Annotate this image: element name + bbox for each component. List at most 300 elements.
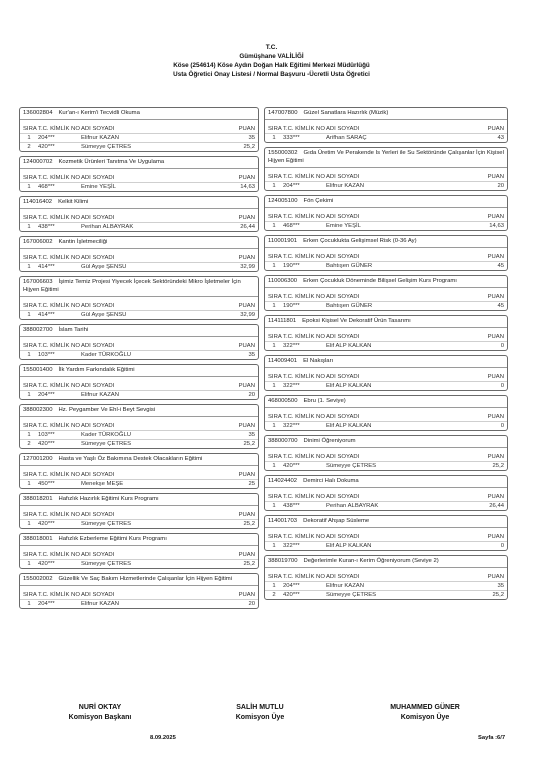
course-code: 388000700 <box>268 438 298 444</box>
row-tc: 420*** <box>38 521 55 527</box>
course-title <box>265 196 507 208</box>
row-sira: 1 <box>27 184 31 190</box>
footer-page: Sayfa :6/7 <box>478 735 506 741</box>
row-puan: 25,2 <box>243 144 255 150</box>
column-header: SIRA <box>23 175 37 181</box>
course-box <box>264 315 508 351</box>
course-box <box>264 355 508 391</box>
column-header: T.C. KİMLİK NO <box>283 374 325 380</box>
row-sira: 1 <box>27 432 31 438</box>
row-sira: 1 <box>272 223 276 229</box>
column-header-row <box>20 214 258 222</box>
course-box <box>264 555 508 600</box>
column-header: SIRA <box>23 512 37 518</box>
column-header: T.C. KİMLİK NO <box>283 126 325 132</box>
row-puan: 45 <box>497 303 504 309</box>
header-tc: T.C. <box>265 44 278 51</box>
table-row <box>265 461 507 470</box>
row-name: Sümeyye ÇETRES <box>326 592 377 598</box>
row-tc: 204*** <box>38 601 55 607</box>
row-sira: 1 <box>272 463 276 469</box>
course-name: Hafızlık Hazırlık Eğitimi Kurs Programı <box>58 496 159 502</box>
row-name: Elif ALP KALKAN <box>326 343 372 349</box>
column-header: PUAN <box>238 383 255 389</box>
row-puan: 14,63 <box>489 223 504 229</box>
column-header: SIRA <box>268 454 282 460</box>
column-header: T.C. KİMLİK NO <box>38 552 80 558</box>
course-name: El Nakışları <box>303 358 334 364</box>
course-box <box>19 493 259 529</box>
table-row <box>20 133 258 142</box>
row-sira: 1 <box>272 583 276 589</box>
column-header: ADI SOYADI <box>326 334 360 340</box>
column-header: ADI SOYADI <box>326 454 360 460</box>
column-header: ADI SOYADI <box>326 254 360 260</box>
column-header-row <box>20 511 258 519</box>
row-puan: 20 <box>248 601 255 607</box>
course-code: 124005100 <box>268 198 298 204</box>
row-puan: 14,63 <box>240 184 255 190</box>
course-box <box>19 573 259 609</box>
course-name: Kantin İşletmeciliği <box>58 239 108 245</box>
course-box <box>264 395 508 431</box>
row-tc: 190*** <box>283 263 300 269</box>
course-code: 155000302 <box>268 150 298 156</box>
course-name: Hafızlık Ezberleme Eğitimi Kurs Programı <box>58 536 167 542</box>
signature-member-1 <box>190 703 330 723</box>
row-tc: 438*** <box>38 224 55 230</box>
signature-name: MUHAMMED GÜNER <box>390 704 460 711</box>
course-title <box>265 108 507 120</box>
row-sira: 2 <box>272 592 276 598</box>
row-tc: 333*** <box>283 135 300 141</box>
column-header: PUAN <box>487 534 504 540</box>
column-header: PUAN <box>238 512 255 518</box>
column-header: ADI SOYADI <box>81 552 115 558</box>
row-name: Kader TÜRKOĞLU <box>81 432 131 438</box>
column-header: SIRA <box>268 174 282 180</box>
course-title <box>20 237 258 249</box>
course-code: 110001901 <box>268 238 298 244</box>
row-tc: 420*** <box>283 463 300 469</box>
column-header: ADI SOYADI <box>326 494 360 500</box>
signature-name: NURİ OKTAY <box>78 704 122 711</box>
course-title <box>265 516 507 528</box>
course-box <box>19 404 259 449</box>
table-row <box>265 501 507 510</box>
row-sira: 1 <box>272 503 276 509</box>
course-name: Erken Çocukluk Döneminde Bilişsel Gelişim Kurs Programı <box>303 278 457 284</box>
column-header: PUAN <box>487 126 504 132</box>
column-header: SIRA <box>23 343 37 349</box>
row-puan: 25 <box>248 481 255 487</box>
course-title <box>20 325 258 337</box>
column-header: SIRA <box>23 126 37 132</box>
column-header: ADI SOYADI <box>81 255 115 261</box>
course-title <box>265 236 507 248</box>
column-header: T.C. KİMLİK NO <box>38 423 80 429</box>
course-title <box>20 277 258 297</box>
row-name: Bahtışen GÜNER <box>326 263 373 269</box>
row-tc: 420*** <box>283 592 300 598</box>
course-code: 114001703 <box>268 518 298 524</box>
course-title <box>265 148 507 168</box>
table-row <box>20 262 258 271</box>
row-puan: 0 <box>500 383 504 389</box>
course-name: Erken Çocuklukta Gelişimsel Risk (0-36 Ay) <box>303 238 417 244</box>
course-box <box>264 195 508 231</box>
course-code: 388002700 <box>23 327 53 333</box>
column-header: SIRA <box>268 414 282 420</box>
column-header: ADI SOYADI <box>81 592 115 598</box>
table-row <box>20 182 258 191</box>
row-tc: 103*** <box>38 352 55 358</box>
course-title <box>20 405 258 417</box>
row-name: Elif ALP KALKAN <box>326 423 372 429</box>
row-puan: 32,99 <box>240 312 255 318</box>
row-tc: 450*** <box>38 481 55 487</box>
row-name: Menekşe MEŞE <box>81 481 124 487</box>
column-header: SIRA <box>23 552 37 558</box>
column-header: SIRA <box>268 534 282 540</box>
column-header: SIRA <box>268 254 282 260</box>
table-row <box>265 581 507 590</box>
row-name: Emine YEŞİL <box>81 184 116 190</box>
column-header: ADI SOYADI <box>326 126 360 132</box>
course-code: 110006300 <box>268 278 298 284</box>
row-puan: 45 <box>497 263 504 269</box>
column-header: PUAN <box>238 215 255 221</box>
row-puan: 25,2 <box>243 521 255 527</box>
course-box <box>264 515 508 551</box>
row-sira: 2 <box>27 441 31 447</box>
header-institution: Köse (254614) Köse Aydın Doğan Halk Eğitimi Merkezi Müdürlüğü <box>173 62 370 69</box>
header-governorship: Gümüşhane VALİLİĞİ <box>239 53 304 60</box>
row-puan: 0 <box>500 543 504 549</box>
column-header: ADI SOYADI <box>81 215 115 221</box>
row-tc: 322*** <box>283 423 300 429</box>
column-header: T.C. KİMLİK NO <box>283 334 325 340</box>
course-title <box>20 454 258 466</box>
row-name: Perihan ALBAYRAK <box>326 503 379 509</box>
table-row <box>265 181 507 190</box>
column-header: T.C. KİMLİK NO <box>283 534 325 540</box>
column-header: PUAN <box>487 294 504 300</box>
column-header-row <box>265 493 507 501</box>
row-puan: 25,2 <box>243 441 255 447</box>
column-header-row <box>20 254 258 262</box>
row-tc: 204*** <box>38 392 55 398</box>
column-header-row <box>20 471 258 479</box>
column-header: SIRA <box>23 472 37 478</box>
row-name: Emine YEŞİL <box>326 223 361 229</box>
row-tc: 438*** <box>283 503 300 509</box>
row-sira: 2 <box>27 144 31 150</box>
column-header: SIRA <box>23 255 37 261</box>
table-row <box>20 430 258 439</box>
course-name: Güzel Sanatlara Hazırlık (Müzik) <box>303 110 389 116</box>
column-header: T.C. KİMLİK NO <box>38 126 80 132</box>
row-sira: 1 <box>27 312 31 318</box>
row-tc: 103*** <box>38 432 55 438</box>
table-row <box>265 590 507 599</box>
column-header-row <box>20 125 258 133</box>
column-header: SIRA <box>23 592 37 598</box>
column-header: ADI SOYADI <box>326 374 360 380</box>
course-name: Dekoratif Ahşap Süsleme <box>303 518 370 524</box>
column-header: SIRA <box>23 215 37 221</box>
course-box <box>264 435 508 471</box>
column-header: T.C. KİMLİK NO <box>283 174 325 180</box>
table-row <box>20 142 258 151</box>
course-box <box>19 364 259 400</box>
course-name: Demirci Halı Dokuma <box>303 478 359 484</box>
column-header: PUAN <box>238 552 255 558</box>
row-puan: 35 <box>497 583 504 589</box>
course-box <box>264 235 508 271</box>
row-name: Perihan ALBAYRAK <box>81 224 134 230</box>
course-title <box>20 197 258 209</box>
column-header: SIRA <box>268 294 282 300</box>
column-header-row <box>265 213 507 221</box>
column-header: T.C. KİMLİK NO <box>38 343 80 349</box>
column-header: T.C. KİMLİK NO <box>283 294 325 300</box>
row-name: Sümeyye ÇETRES <box>81 144 132 150</box>
column-header: PUAN <box>238 423 255 429</box>
column-header-row <box>20 342 258 350</box>
column-header-row <box>265 293 507 301</box>
row-tc: 204*** <box>38 135 55 141</box>
row-puan: 20 <box>497 183 504 189</box>
course-title <box>265 476 507 488</box>
column-header: SIRA <box>268 494 282 500</box>
column-header: PUAN <box>238 472 255 478</box>
row-sira: 1 <box>27 264 31 270</box>
course-code: 136002804 <box>23 110 53 116</box>
row-sira: 1 <box>272 263 276 269</box>
course-name: Hasta ve Yaşlı Öz Bakımına Destek Olacakların Eğitimi <box>58 456 203 462</box>
row-sira: 1 <box>27 224 31 230</box>
column-header: ADI SOYADI <box>326 574 360 580</box>
course-name: Fön Çekimi <box>303 198 334 204</box>
column-header: T.C. KİMLİK NO <box>283 454 325 460</box>
column-header: PUAN <box>487 494 504 500</box>
column-header-row <box>265 533 507 541</box>
row-name: Elifnur KAZAN <box>81 601 119 607</box>
table-row <box>20 390 258 399</box>
row-tc: 322*** <box>283 343 300 349</box>
row-sira: 1 <box>272 543 276 549</box>
signature-member-2 <box>355 703 495 723</box>
row-sira: 1 <box>272 423 276 429</box>
column-header-row <box>265 173 507 181</box>
course-code: 388019700 <box>268 558 298 564</box>
row-name: Elifnur KAZAN <box>326 583 364 589</box>
course-title <box>20 108 258 120</box>
column-header-row <box>265 453 507 461</box>
column-header: SIRA <box>268 374 282 380</box>
column-header-row <box>20 382 258 390</box>
course-code: 147007800 <box>268 110 298 116</box>
course-box <box>19 276 259 320</box>
row-tc: 322*** <box>283 543 300 549</box>
column-header: PUAN <box>238 175 255 181</box>
course-name: Kur'an-ı Kerim'i Tecvidli Okuma <box>58 110 140 116</box>
course-name: Kozmetik Ürünleri Tanıtma Ve Uygulama <box>58 159 165 165</box>
column-header: PUAN <box>238 126 255 132</box>
table-row <box>265 381 507 390</box>
column-header: T.C. KİMLİK NO <box>283 414 325 420</box>
column-header: ADI SOYADI <box>81 423 115 429</box>
column-header: ADI SOYADI <box>81 383 115 389</box>
course-code: 388018001 <box>23 536 53 542</box>
course-box <box>19 533 259 569</box>
table-row <box>20 439 258 448</box>
course-title <box>20 494 258 506</box>
row-sira: 1 <box>27 481 31 487</box>
column-header: SIRA <box>268 334 282 340</box>
row-puan: 35 <box>248 135 255 141</box>
row-tc: 204*** <box>283 583 300 589</box>
column-header: PUAN <box>238 343 255 349</box>
row-name: Bahtışen GÜNER <box>326 303 373 309</box>
signature-name: SALİH MUTLU <box>236 704 284 711</box>
row-name: Kader TÜRKOĞLU <box>81 352 131 358</box>
course-box <box>19 453 259 489</box>
course-title <box>265 556 507 568</box>
course-title <box>20 365 258 377</box>
course-code: 167006002 <box>23 239 53 245</box>
row-name: Elif ALP KALKAN <box>326 383 372 389</box>
course-title <box>265 316 507 328</box>
course-name: Değerlerimle Kuran-ı Kerim Öğreniyorum (Seviye 2) <box>303 558 439 564</box>
row-puan: 25,2 <box>492 463 504 469</box>
table-row <box>20 479 258 488</box>
row-sira: 1 <box>27 561 31 567</box>
table-row <box>20 559 258 568</box>
row-tc: 420*** <box>38 561 55 567</box>
course-name: Gıda Üretim Ve Perakende Is Yerleri ile Su Sektöründe Çalışanlar İçin Kişisel Hijyen Eğitimi <box>268 150 504 164</box>
course-name: Ebru (1. Seviye) <box>303 398 346 404</box>
column-header: SIRA <box>23 383 37 389</box>
row-name: Sümeyye ÇETRES <box>326 463 377 469</box>
course-box <box>264 275 508 311</box>
row-sira: 1 <box>272 343 276 349</box>
column-header-row <box>20 551 258 559</box>
course-box <box>264 107 508 143</box>
row-puan: 26,44 <box>240 224 255 230</box>
row-name: Elifnur KAZAN <box>81 135 119 141</box>
row-name: Arifhan SARAÇ <box>326 135 367 141</box>
row-tc: 468*** <box>283 223 300 229</box>
column-header: T.C. KİMLİK NO <box>38 472 80 478</box>
column-header-row <box>265 413 507 421</box>
column-header: PUAN <box>487 374 504 380</box>
row-sira: 1 <box>272 303 276 309</box>
row-puan: 35 <box>248 432 255 438</box>
table-row <box>20 350 258 359</box>
table-row <box>265 221 507 230</box>
column-header: PUAN <box>238 303 255 309</box>
column-header: PUAN <box>487 334 504 340</box>
signature-role: Komisyon Üye <box>400 714 450 721</box>
course-name: Dinimi Öğreniyorum <box>303 438 356 444</box>
column-header: ADI SOYADI <box>81 126 115 132</box>
column-header: T.C. KİMLİK NO <box>38 383 80 389</box>
row-sira: 1 <box>27 521 31 527</box>
table-row <box>265 133 507 142</box>
row-name: Sümeyye ÇETRES <box>81 561 132 567</box>
row-sira: 1 <box>27 135 31 141</box>
course-name: İslam Tarihi <box>58 327 89 333</box>
course-title <box>20 534 258 546</box>
row-puan: 43 <box>497 135 504 141</box>
course-title <box>20 157 258 169</box>
column-header: SIRA <box>23 303 37 309</box>
column-header: T.C. KİMLİK NO <box>38 175 80 181</box>
row-puan: 25,2 <box>492 592 504 598</box>
course-code: 167006603 <box>23 279 53 285</box>
table-row <box>20 519 258 528</box>
row-puan: 0 <box>500 423 504 429</box>
course-title <box>20 574 258 586</box>
course-code: 114009401 <box>268 358 298 364</box>
row-sira: 1 <box>27 601 31 607</box>
column-header: PUAN <box>238 255 255 261</box>
column-header-row <box>265 125 507 133</box>
row-puan: 32,99 <box>240 264 255 270</box>
row-puan: 25,2 <box>243 561 255 567</box>
course-code: 114016402 <box>23 199 53 205</box>
column-header: T.C. KİMLİK NO <box>283 254 325 260</box>
course-code: 127001200 <box>23 456 53 462</box>
row-sira: 1 <box>27 352 31 358</box>
row-tc: 322*** <box>283 383 300 389</box>
right-column <box>264 107 508 604</box>
column-header: T.C. KİMLİK NO <box>38 592 80 598</box>
signature-role: Komisyon Üye <box>235 714 285 721</box>
course-box <box>264 475 508 511</box>
course-name: Epoksi Kişisel Ve Dekoratif Ürün Tasarımı <box>302 318 411 324</box>
column-header: T.C. KİMLİK NO <box>38 215 80 221</box>
column-header: PUAN <box>487 174 504 180</box>
column-header: PUAN <box>238 592 255 598</box>
row-sira: 1 <box>272 135 276 141</box>
signature-chair <box>30 703 170 723</box>
column-header: T.C. KİMLİK NO <box>283 214 325 220</box>
table-row <box>20 310 258 319</box>
header-list-title: Usta Öğretici Onay Listesi / Normal Başvuru -Ücretli Usta Öğretici <box>173 71 370 78</box>
course-code: 114111801 <box>268 318 297 324</box>
column-header: T.C. KİMLİK NO <box>283 574 325 580</box>
row-puan: 20 <box>248 392 255 398</box>
row-puan: 35 <box>248 352 255 358</box>
column-header: T.C. KİMLİK NO <box>38 255 80 261</box>
column-header: SIRA <box>268 126 282 132</box>
column-header: PUAN <box>487 454 504 460</box>
table-row <box>20 222 258 231</box>
column-header-row <box>20 422 258 430</box>
column-header-row <box>265 253 507 261</box>
column-header-row <box>20 174 258 182</box>
column-header-row <box>265 573 507 581</box>
column-header: ADI SOYADI <box>81 512 115 518</box>
row-name: Elif ALP KALKAN <box>326 543 372 549</box>
column-header: ADI SOYADI <box>81 343 115 349</box>
row-tc: 190*** <box>283 303 300 309</box>
column-header-row <box>20 591 258 599</box>
column-header: ADI SOYADI <box>81 303 115 309</box>
